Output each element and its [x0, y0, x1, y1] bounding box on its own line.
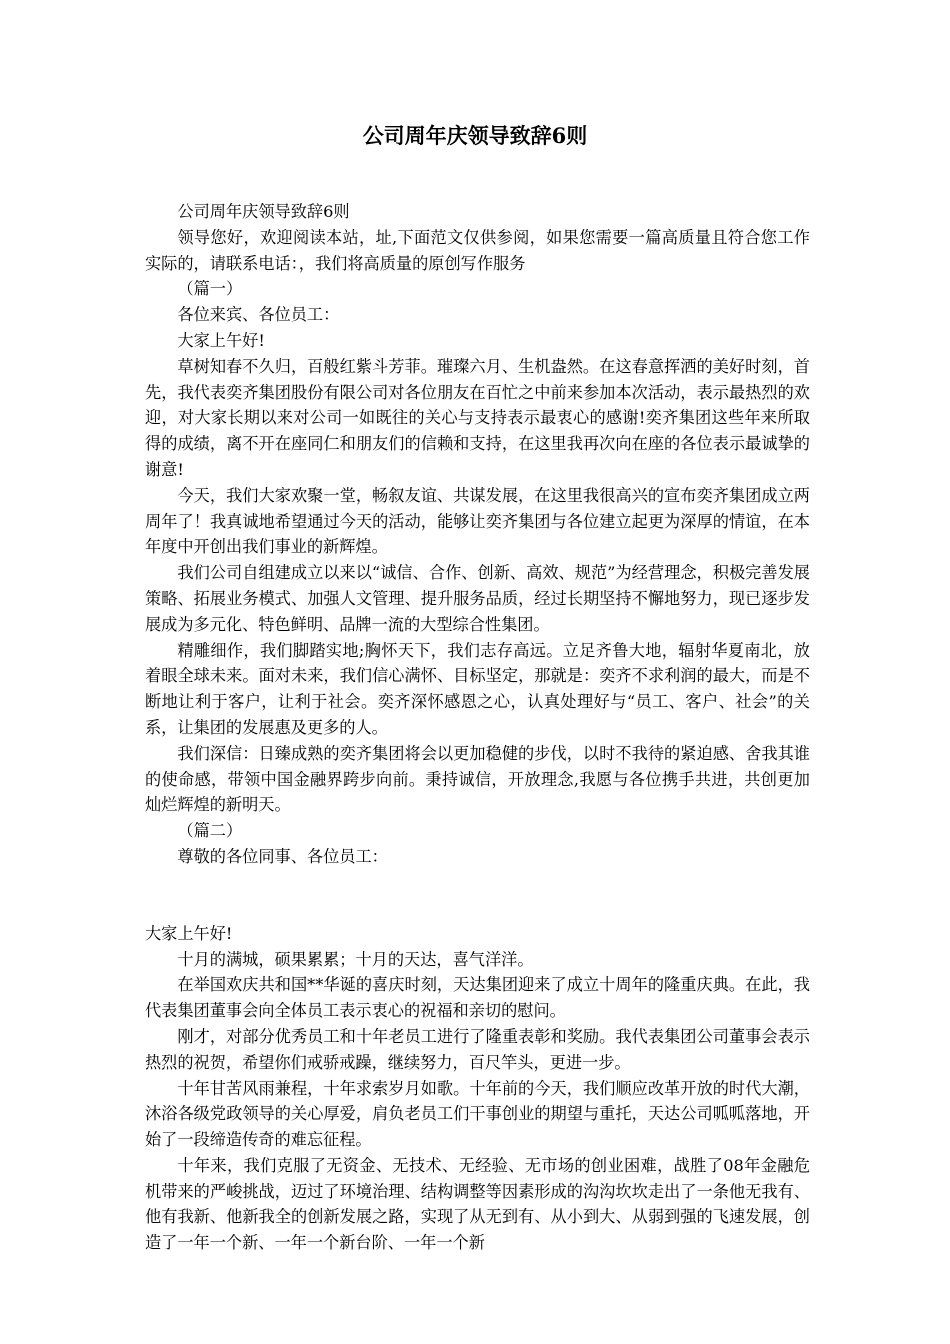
paragraph: 大家上午好!	[145, 923, 233, 943]
paragraph: 尊敬的各位同事、各位员工：	[177, 846, 388, 866]
paragraph: 刚才，对部分优秀员工和十年老员工进行了隆重表彰和奖励。我代表集团公司董事会表示热烈的祝贺，希望你们戒骄戒躁，继续努力，百尺竿头，更进一步。	[145, 1026, 810, 1072]
section-gap	[145, 870, 810, 921]
paragraph: 十年甘苦风雨兼程，十年求索岁月如歌。十年前的今天，我们顺应改革开放的时代大潮，沐浴各级党政领导的关心厚爱，肩负老员工们干事创业的期望与重托，天达公司呱呱落地，开始了一段缔造传奇的难忘征程。	[145, 1078, 810, 1150]
paragraph: 我们深信：日臻成熟的奕齐集团将会以更加稳健的步伐，以时不我待的紧迫感、舍我其谁的使命感，带领中国金融界跨步向前。秉持诚信，开放理念,我愿与各位携手共进，共创更加灿烂辉煌的新明天。	[145, 743, 810, 815]
paragraph: 今天，我们大家欢聚一堂，畅叙友谊、共谋发展，在这里我很高兴的宣布奕齐集团成立两周年了！我真诚地希望通过今天的活动，能够让奕齐集团与各位建立起更为深厚的情谊，在本年度中开创出我们事业的新辉煌。	[145, 485, 810, 557]
paragraph: 在举国欢庆共和国**华诞的喜庆时刻，天达集团迎来了成立十周年的隆重庆典。在此，我代表集团董事会向全体员工表示衷心的祝福和亲切的慰问。	[145, 975, 810, 1021]
paragraph: 领导您好，欢迎阅读本站，址,下面范文仅供参阅，如果您需要一篇高质量且符合您工作实际的，请联系电话：，我们将高质量的原创写作服务	[145, 227, 810, 273]
paragraph: 我们公司自组建成立以来以“诚信、合作、创新、高效、规范”为经营理念，积极完善发展策略、拓展业务模式、加强人文管理、提升服务品质，经过长期坚持不懈地努力，现已逐步发展成为多元化、特色鲜明、品牌一流的大型综合性集团。	[145, 563, 810, 634]
paragraph: 精雕细作，我们脚踏实地;胸怀天下，我们志存高远。立足齐鲁大地，辐射华夏南北，放着眼全球未来。面对未来，我们信心满怀、目标坚定，那就是：奕齐不求利润的最大，而是不断地让利于客户，让利于社会。奕齐深怀感恩之心，认真处理好与“员工、客户、社会”的关系，让集团的发展惠及更多的人。	[145, 640, 810, 737]
paragraph: 公司周年庆领导致辞6则	[177, 202, 350, 221]
document-body	[145, 199, 810, 1256]
paragraph: 草树知春不久归，百般红紫斗芳菲。璀璨六月、生机盎然。在这春意挥洒的美好时刻，首先，我代表奕齐集团股份有限公司对各位朋友在百忙之中前来参加本次活动，表示最热烈的欢迎，对大家长期以来对公司一如既往的关心与支持表示最衷心的感谢!奕齐集团这些年来所取得的成绩，离不开在座同仁和朋友们的信赖和支持，在这里我再次向在座的各位表示最诚挚的谢意!	[145, 356, 810, 479]
document-title: 公司周年庆领导致辞6则	[362, 123, 588, 148]
paragraph: （篇二）	[177, 821, 243, 841]
paragraph: （篇一）	[177, 279, 243, 299]
paragraph: 十月的满城，硕果累累；十月的天达，喜气洋洋。	[177, 949, 534, 969]
paragraph: 十年来，我们克服了无资金、无技术、无经验、无市场的创业困难，战胜了08年金融危机带来的严峻挑战，迈过了环境治理、结构调整等因素形成的沟沟坎坎走出了一条他无我有、他有我新、他新我全的创新发展之路，实现了从无到有、从小到大、从弱到强的飞速发展，创造了一年一个新、一年一个新台阶、一年一个新	[145, 1155, 810, 1253]
paragraph: 各位来宾、各位员工：	[177, 305, 340, 325]
paragraph: 大家上午好!	[177, 330, 265, 350]
